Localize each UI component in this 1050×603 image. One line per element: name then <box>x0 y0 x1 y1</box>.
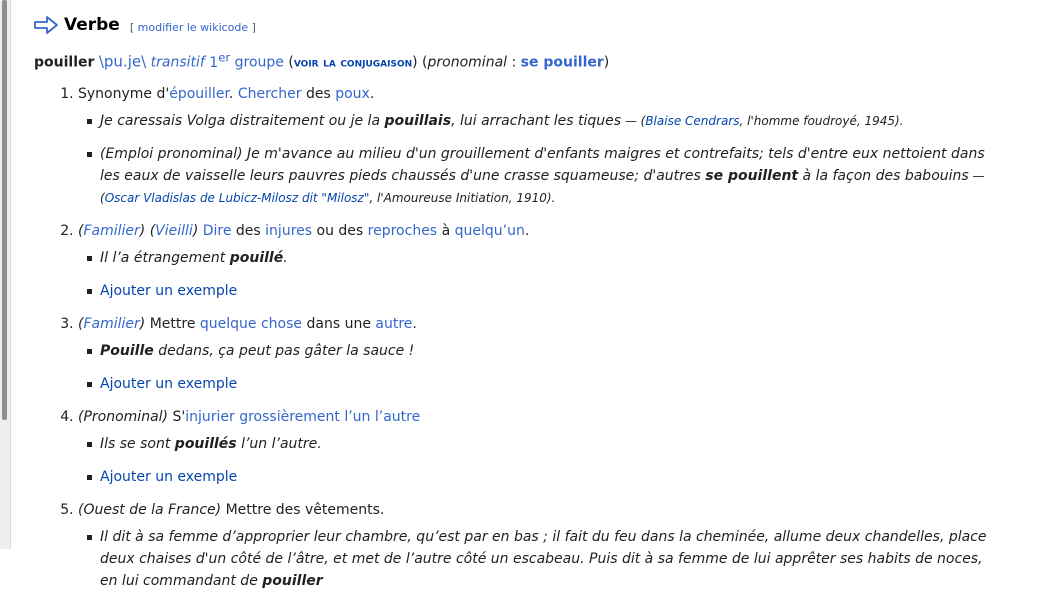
arrow-right-icon <box>34 15 58 35</box>
example: (Emploi pronominal) Je m'avance au milieu d'un grouillement d'enfants maigres et contrefaits; tels d'entre eux nettoient dans les eaux de vaisselle leurs pauvres pieds chaussés d'une crasse squameuse; d'autres se pouillent à la façon des babouins — (Oscar Vladislas de Lubicz-Milosz dit "Milosz", l'Amoureuse Initiation, 1910). <box>100 143 994 209</box>
link-chose[interactable]: chose <box>260 315 303 332</box>
edit-wikicode-link[interactable]: modifier le wikicode <box>137 20 249 34</box>
definitions-list <box>34 83 994 592</box>
tag-familier-link[interactable]: Familier <box>83 222 140 239</box>
verb-group <box>209 50 284 71</box>
section-heading <box>34 0 994 46</box>
author-link[interactable]: Blaise Cendrars <box>645 113 740 128</box>
example: Pouille dedans, ça peut pas gâter la sauce ! <box>100 340 994 362</box>
link-poux[interactable]: poux <box>335 85 370 102</box>
group-number-link[interactable]: 1er <box>209 50 231 71</box>
headword: pouiller <box>34 54 95 71</box>
link-lautre[interactable]: l’autre <box>374 408 421 425</box>
definition-3: 3. (Familier) Mettre quelque chose dans une autre. Pouille dedans, ça peut pas gâter la sauce ! Ajouter un exemple <box>78 313 994 395</box>
pronunciation-link[interactable]: \pu.je\ <box>98 52 147 71</box>
example: Je caressais Volga distraitement ou je la pouillais, lui arrachant les tiques — (Blaise Cendrars, l'homme foudroyé, 1945). <box>100 110 994 132</box>
definition-1: 1. Synonyme d'épouiller. Chercher des poux. Je caressais Volga distraitement ou je la pouillais, lui arrachant les tiques — (Blaise Cendrars, l'homme foudroyé, 1945). (Emploi pronominal) Je m'avance au milieu d'un grouillement d'enfants maigres et contrefaits; tels d'entre eux nettoient dans les eaux de vaisselle leurs pauvres pieds chaussés d'une crasse squameuse; d'autres se pouillent à la façon des babouins — (Oscar Vladislas de Lubicz-Milosz dit "Milosz", l'Amoureuse Initiation, 1910). <box>78 83 994 209</box>
example: Il dit à sa femme d’approprier leur chambre, qu’est par en bas ; il fait du feu dans la cheminée, allume deux chandelles, place deux chaises d'un côté de l’âtre, et met de l’autre côté un escabeau. Puis dit à sa femme de lui apprêter ses habits de noces, en lui commandant de pouiller <box>100 526 994 592</box>
add-example-link[interactable]: Ajouter un exemple <box>100 375 238 392</box>
link-injurier[interactable]: injurier <box>185 408 235 425</box>
examples-list <box>78 433 994 488</box>
link-reproches[interactable]: reproches <box>367 222 438 239</box>
examples-list <box>78 110 994 209</box>
headword-line: pouiller \pu.je\ transitif 1er groupe (voir la conjugaison) (pronominal : se pouiller) <box>34 50 610 71</box>
link-quelquun[interactable]: quelqu’un <box>454 222 525 239</box>
examples-list <box>78 526 994 592</box>
link-epouiller[interactable]: épouiller <box>169 85 229 102</box>
definition-5: 5. (Ouest de la France) Mettre des vêtements. Il dit à sa femme d’approprier leur chambre, qu’est par en bas ; il fait du feu dans la cheminée, allume deux chandelles, place deux chaises d'un côté de l’âtre, et met de l’autre côté un escabeau. Puis dit à sa femme de lui apprêter ses habits de noces, en lui commandant de pouiller <box>78 499 994 592</box>
pronominal-form-link[interactable]: se pouiller <box>520 54 604 71</box>
group-link[interactable]: groupe <box>234 54 284 71</box>
transitive-link[interactable]: transitif <box>150 54 205 71</box>
section-title: Verbe <box>64 15 120 35</box>
link-autre[interactable]: autre <box>375 315 413 332</box>
author-link[interactable]: Oscar Vladislas de Lubicz-Milosz dit "Milosz" <box>104 190 370 205</box>
tag-vieilli-link[interactable]: Vieilli <box>155 222 193 239</box>
conjugation-link[interactable]: voir la conjugaison <box>293 55 413 71</box>
add-example-item <box>100 280 994 302</box>
scrollbar-thumb[interactable] <box>2 0 7 420</box>
add-example-item <box>100 373 994 395</box>
definition-4: 4. (Pronominal) S'injurier grossièrement l’un l’autre Ils se sont pouillés l’un l’autre. Ajouter un exemple <box>78 406 994 488</box>
add-example-link[interactable]: Ajouter un exemple <box>100 468 238 485</box>
link-chercher[interactable]: Chercher <box>237 85 302 102</box>
examples-list <box>78 247 994 302</box>
link-quelque[interactable]: quelque <box>199 315 257 332</box>
pronominal-label: pronominal <box>427 54 508 71</box>
definition-2: 2. (Familier) (Vieilli) Dire des injures ou des reproches à quelqu’un. Il l’a étrangement pouillé. Ajouter un exemple <box>78 220 994 302</box>
add-example-item <box>100 466 994 488</box>
link-lun[interactable]: l’un <box>344 408 371 425</box>
example: Ils se sont pouillés l’un l’autre. <box>100 433 994 455</box>
tag-familier-link[interactable]: Familier <box>83 315 140 332</box>
example: Il l’a étrangement pouillé. <box>100 247 994 269</box>
article-content <box>34 0 994 603</box>
scrollbar[interactable] <box>0 0 11 549</box>
link-injures[interactable]: injures <box>265 222 313 239</box>
link-grossierement[interactable]: grossièrement <box>239 408 340 425</box>
link-dire[interactable]: Dire <box>202 222 232 239</box>
examples-list <box>78 340 994 395</box>
edit-wikicode: [ modifier le wikicode ] <box>129 20 256 34</box>
add-example-link[interactable]: Ajouter un exemple <box>100 282 238 299</box>
